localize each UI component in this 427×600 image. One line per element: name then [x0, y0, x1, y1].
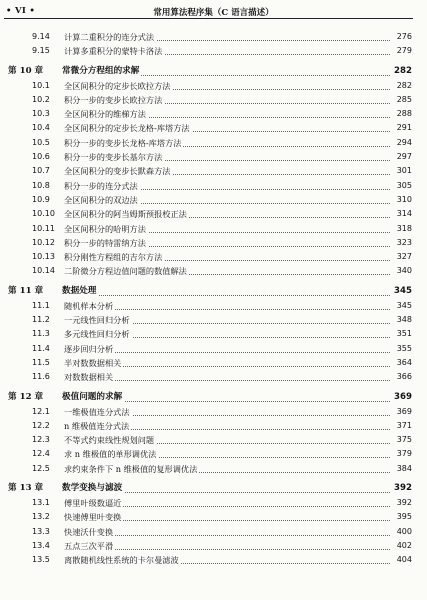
page-ref: 310	[390, 193, 412, 207]
section-title: 对数数据相关	[64, 370, 115, 384]
page-ref: 294	[390, 136, 412, 150]
section-title: 五点三次平滑	[64, 539, 115, 553]
page-ref: 323	[390, 236, 412, 250]
toc-section-row	[8, 150, 412, 164]
section-number: 10.10	[32, 209, 55, 219]
header-rule	[4, 18, 413, 19]
section-number: 11.4	[32, 343, 50, 353]
page-ref: 282	[390, 79, 412, 93]
page-ref: 404	[390, 553, 412, 567]
toc-section-row	[8, 250, 412, 264]
section-title: 全区间积分的定步长龙格-库塔方法	[64, 121, 192, 135]
page-ref: 327	[390, 250, 412, 264]
toc-section-row	[8, 164, 412, 178]
chapter-title: 数学变换与滤波	[62, 481, 124, 496]
toc-section-row	[8, 299, 412, 313]
section-number: 11.5	[32, 357, 50, 367]
section-title: 随机样本分析	[64, 299, 115, 313]
section-title: 一元线性回归分析	[64, 313, 132, 327]
page-header	[0, 0, 427, 20]
section-title: 半对数数据相关	[64, 356, 123, 370]
page-ref: 279	[390, 44, 412, 58]
page-ref: 369	[390, 390, 412, 405]
section-title: 积分一步的特雷纳方法	[64, 236, 148, 250]
page-ref: 348	[390, 313, 412, 327]
toc-section-row	[8, 107, 412, 121]
page-ref: 345	[390, 299, 412, 313]
page-ref: 345	[390, 284, 412, 299]
page-ref: 366	[390, 370, 412, 384]
section-number: 13.4	[32, 540, 50, 550]
toc-section-row	[8, 462, 412, 476]
section-title: 求约束条件下 n 维极值的复形调优法	[64, 462, 199, 476]
section-title: 二阶微分方程边值问题的数值解法	[64, 264, 189, 278]
toc-section-row	[8, 525, 412, 539]
section-title: 全区间积分的维梯方法	[64, 107, 148, 121]
toc-section-row	[8, 356, 412, 370]
chapter-number: 第 13 章	[8, 483, 44, 494]
page-ref: 301	[390, 164, 412, 178]
page-ref: 379	[390, 447, 412, 461]
toc-chapter-row	[8, 64, 412, 79]
section-title: 积分一步的变步长欧拉方法	[64, 93, 164, 107]
page-ref: 340	[390, 264, 412, 278]
section-number: 10.4	[32, 123, 50, 133]
section-number: 11.2	[32, 315, 50, 325]
page-ref: 291	[390, 121, 412, 135]
page-ref: 369	[390, 405, 412, 419]
toc-section-row	[8, 510, 412, 524]
page-ref: 355	[390, 342, 412, 356]
toc-section-row	[8, 193, 412, 207]
section-number: 10.13	[32, 252, 55, 262]
page-ref: 288	[390, 107, 412, 121]
toc-chapter-row	[8, 284, 412, 299]
section-number: 9.14	[32, 32, 50, 41]
section-number: 13.5	[32, 555, 50, 565]
page-ref: 364	[390, 356, 412, 370]
chapter-title: 极值问题的求解	[62, 390, 124, 405]
section-title: 快速沃什变换	[64, 525, 115, 539]
chapter-number: 第 11 章	[8, 285, 44, 296]
toc-section-row	[8, 553, 412, 567]
section-number: 10.11	[32, 223, 55, 233]
toc-section-row	[8, 447, 412, 461]
toc-section-row	[8, 313, 412, 327]
toc-section-row	[8, 207, 412, 221]
page-ref: 392	[390, 481, 412, 496]
page-ref: 305	[390, 179, 412, 193]
section-title: 全区间积分的变步长默森方法	[64, 164, 172, 178]
page-ref: 392	[390, 496, 412, 510]
page-ref: 371	[390, 419, 412, 433]
toc-section-row	[8, 136, 412, 150]
section-number: 12.3	[32, 435, 50, 445]
section-number: 10.3	[32, 109, 50, 119]
page-number: • VI •	[6, 6, 36, 16]
section-title: n 维极值连分式法	[64, 419, 131, 433]
dot-leader	[62, 295, 390, 296]
section-number: 10.7	[32, 166, 50, 176]
toc-section-row	[8, 342, 412, 356]
section-number: 13.3	[32, 526, 50, 536]
section-title: 求 n 维极值的单形调优法	[64, 447, 158, 461]
table-of-contents	[8, 30, 412, 568]
page-ref: 282	[390, 64, 412, 79]
section-number: 10.2	[32, 94, 50, 104]
page-ref: 285	[390, 93, 412, 107]
toc-section-row	[8, 179, 412, 193]
section-number: 11.6	[32, 372, 50, 382]
section-title: 全区间积分的阿当姆斯预报校正法	[64, 207, 189, 221]
page-ref: 395	[390, 510, 412, 524]
section-number: 10.14	[32, 266, 55, 276]
section-number: 12.5	[32, 463, 50, 473]
section-number: 10.1	[32, 80, 50, 90]
section-number: 10.12	[32, 237, 55, 247]
section-title: 离散随机线性系统的卡尔曼滤波	[64, 553, 181, 567]
toc-chapter-row	[8, 481, 412, 496]
section-number: 10.9	[32, 194, 50, 204]
toc-section-row	[8, 405, 412, 419]
chapter-number: 第 10 章	[8, 65, 44, 76]
toc-chapter-row	[8, 390, 412, 405]
section-title: 积分一步的变步长龙格-库塔方法	[64, 136, 183, 150]
section-title: 逐步回归分析	[64, 342, 115, 356]
section-number: 12.1	[32, 406, 50, 416]
section-title: 积分一步的变步长基尔方法	[64, 150, 164, 164]
section-number: 11.3	[32, 329, 50, 339]
page-ref: 276	[390, 30, 412, 44]
toc-section-row	[8, 44, 412, 58]
page-ref: 375	[390, 433, 412, 447]
toc-section-row	[8, 121, 412, 135]
section-number: 9.15	[32, 46, 50, 56]
toc-section-row	[8, 93, 412, 107]
toc-section-row	[8, 79, 412, 93]
section-number: 13.2	[32, 512, 50, 522]
running-title: 常用算法程序集（C 语言描述）	[153, 8, 274, 18]
section-title: 不等式约束线性规划问题	[64, 433, 156, 447]
section-title: 积分一步的连分式法	[64, 179, 140, 193]
chapter-number: 第 12 章	[8, 391, 44, 402]
toc-section-row	[8, 496, 412, 510]
chapter-title: 数据处理	[62, 284, 98, 299]
page-ref: 314	[390, 207, 412, 221]
toc-section-row	[8, 327, 412, 341]
section-number: 10.8	[32, 180, 50, 190]
section-title: 计算二重积分的连分式法	[64, 30, 156, 44]
section-title: 快速傅里叶变换	[64, 510, 123, 524]
section-number: 11.1	[32, 300, 50, 310]
section-number: 10.6	[32, 152, 50, 162]
section-title: 计算多重积分的蒙特卡洛法	[64, 44, 164, 58]
page-ref: 297	[390, 150, 412, 164]
chapter-title: 常微分方程组的求解	[62, 64, 141, 79]
toc-section-row	[8, 236, 412, 250]
toc-section-row	[8, 419, 412, 433]
section-title: 全区间积分的定步长欧拉方法	[64, 79, 172, 93]
page-ref: 400	[390, 525, 412, 539]
page-ref: 318	[390, 222, 412, 236]
section-title: 多元线性回归分析	[64, 327, 132, 341]
page-ref: 384	[390, 462, 412, 476]
section-number: 12.4	[32, 449, 50, 459]
section-title: 一维极值连分式法	[64, 405, 132, 419]
section-title: 积分刚性方程组的吉尔方法	[64, 250, 164, 264]
section-number: 13.1	[32, 498, 50, 508]
page-ref: 402	[390, 539, 412, 553]
toc-section-row	[8, 539, 412, 553]
section-number: 10.5	[32, 137, 50, 147]
page-ref: 351	[390, 327, 412, 341]
section-number: 12.2	[32, 420, 50, 430]
section-title: 全区间积分的哈明方法	[64, 222, 148, 236]
toc-section-row	[8, 30, 412, 44]
toc-section-row	[8, 264, 412, 278]
toc-section-row	[8, 370, 412, 384]
section-title: 傅里叶级数逼近	[64, 496, 123, 510]
section-title: 全区间积分的双边法	[64, 193, 140, 207]
toc-section-row	[8, 433, 412, 447]
toc-section-row	[8, 222, 412, 236]
